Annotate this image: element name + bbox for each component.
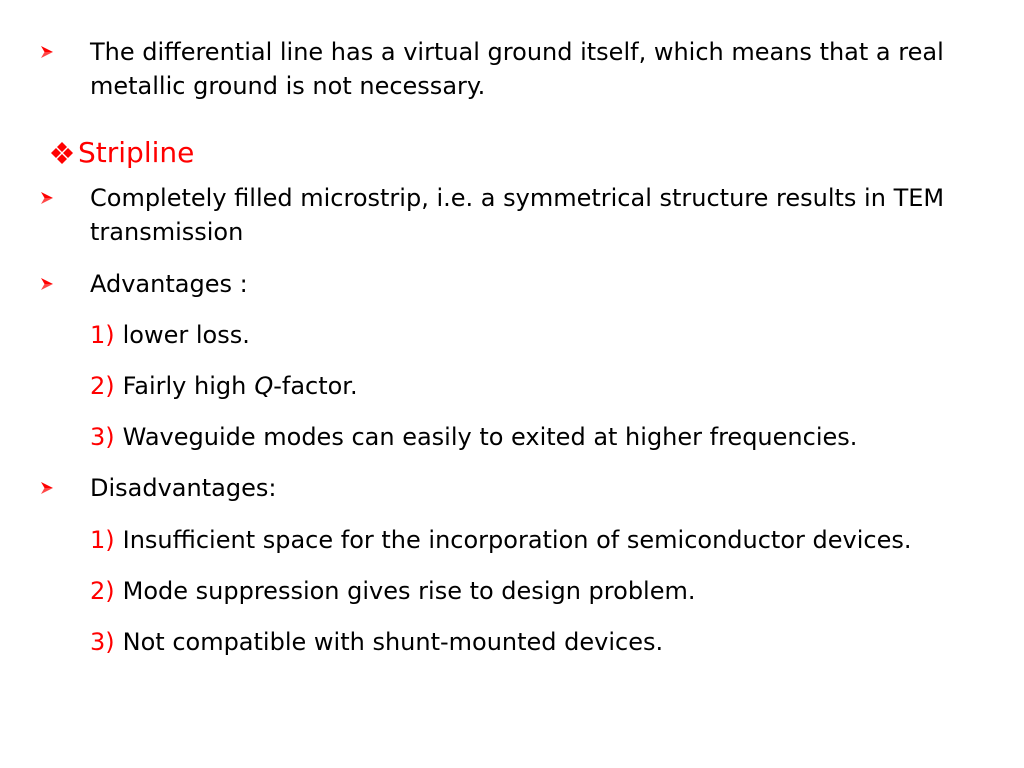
intro-bullet xyxy=(90,35,990,103)
item-text: Insufficient space for the incorporation of semiconductor devices. xyxy=(122,526,912,554)
disadvantage-item xyxy=(90,625,990,659)
item-text: lower loss. xyxy=(122,321,250,349)
disadvantages-bullet xyxy=(90,471,990,505)
arrowhead-bullet-icon xyxy=(41,46,53,58)
item-text: Not compatible with shunt-mounted devices. xyxy=(122,628,664,656)
advantage-item xyxy=(90,318,990,352)
item-number: 1) xyxy=(90,321,115,349)
advantages-label: Advantages : xyxy=(90,270,248,298)
item-text-before: Fairly high xyxy=(122,372,247,400)
section-heading xyxy=(50,135,370,171)
item-number: 2) xyxy=(90,577,115,605)
item-number: 1) xyxy=(90,526,115,554)
arrowhead-bullet-icon xyxy=(41,192,53,204)
section-title: Stripline xyxy=(78,136,195,169)
item-text-after: -factor. xyxy=(273,372,358,400)
arrowhead-bullet-icon xyxy=(41,278,53,290)
intro-bullet-text: The differential line has a virtual ground itself, which means that a real metallic ground is not necessary. xyxy=(90,38,944,100)
item-number: 3) xyxy=(90,423,115,451)
disadvantage-item xyxy=(90,574,990,608)
item-number: 2) xyxy=(90,372,115,400)
diamond-cluster-icon xyxy=(50,141,74,165)
item-text: Waveguide modes can easily to exited at higher frequencies. xyxy=(122,423,858,451)
advantage-item xyxy=(90,420,990,454)
disadvantage-item xyxy=(90,523,990,557)
item-text: Mode suppression gives rise to design problem. xyxy=(122,577,696,605)
arrowhead-bullet-icon xyxy=(41,482,53,494)
description-bullet xyxy=(90,181,990,249)
description-bullet-text: Completely filled microstrip, i.e. a symmetrical structure results in TEM transmission xyxy=(90,184,945,246)
advantage-item xyxy=(90,369,990,403)
item-text-italic: Q xyxy=(254,372,274,400)
disadvantages-label: Disadvantages: xyxy=(90,474,277,502)
advantages-bullet xyxy=(90,267,990,301)
item-number: 3) xyxy=(90,628,115,656)
